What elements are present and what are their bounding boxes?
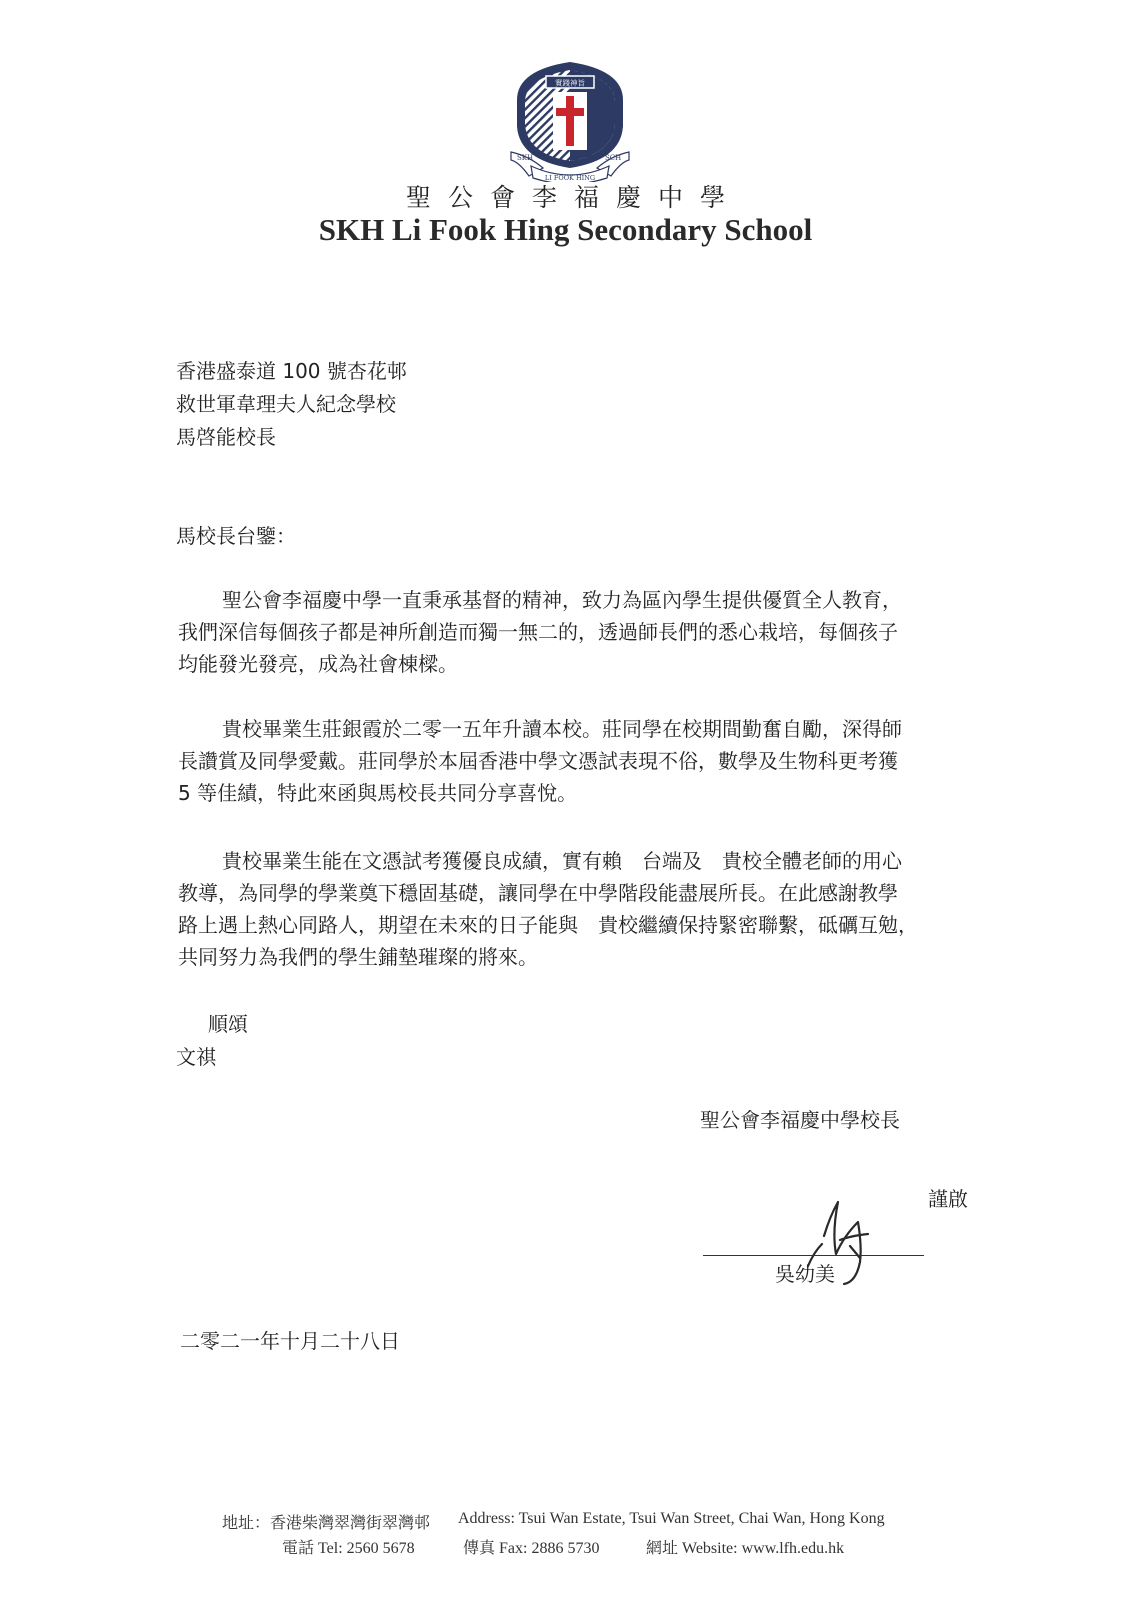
footer-fax: 傳真 Fax: 2886 5730	[463, 1540, 600, 1557]
paragraph-line: 貴校畢業生莊銀霞於二零一五年升讀本校。莊同學在校期間勤奮自勵，深得師	[222, 717, 902, 741]
crest-right-text: SCH	[605, 154, 622, 162]
paragraph-line: 5 等佳績，特此來函與馬校長共同分享喜悅。	[178, 781, 578, 805]
crest-motto: 實踐神旨	[555, 78, 585, 88]
paragraph-line: 貴校畢業生能在文憑試考獲優良成績，實有賴 台端及 貴校全體老師的用心	[222, 849, 902, 873]
salutation: 馬校長台鑒：	[176, 524, 296, 548]
paragraph-1	[178, 586, 978, 682]
signature-title: 聖公會李福慶中學校長	[700, 1108, 900, 1132]
recipient-address: 香港盛泰道 100 號杏花邨	[176, 359, 407, 383]
paragraph-line: 路上遇上熱心同路人，期望在未來的日子能與 貴校繼續保持緊密聯繫，砥礪互勉，	[178, 913, 918, 937]
closing-line-1: 順頌	[208, 1012, 248, 1036]
school-crest-logo	[509, 56, 631, 182]
closing-line-2: 文祺	[176, 1045, 216, 1069]
recipient-school: 救世軍韋理夫人紀念學校	[176, 392, 396, 416]
paragraph-2	[178, 715, 978, 811]
school-name-chinese: 聖公會李福慶中學	[405, 183, 742, 212]
recipient-person: 馬啓能校長	[176, 425, 276, 449]
school-name-english: SKH Li Fook Hing Secondary School	[318, 212, 813, 247]
signature-respect: 謹啟	[928, 1187, 968, 1211]
footer-website: 網址 Website: www.lfh.edu.hk	[646, 1540, 845, 1557]
footer-address-en: Address: Tsui Wan Estate, Tsui Wan Street, Chai Wan, Hong Kong	[458, 1510, 885, 1527]
paragraph-line: 我們深信每個孩子都是神所創造而獨一無二的，透過師長們的悉心栽培，每個孩子	[178, 620, 898, 644]
footer-tel: 電話 Tel: 2560 5678	[282, 1540, 415, 1557]
crest-left-text: SKH	[517, 154, 534, 162]
paragraph-3	[178, 847, 978, 975]
signature-line	[703, 1255, 924, 1256]
paragraph-line: 均能發光發亮，成為社會棟樑。	[178, 652, 458, 676]
paragraph-line: 長讚賞及同學愛戴。莊同學於本屆香港中學文憑試表現不俗，數學及生物科更考獲	[178, 749, 898, 773]
paragraph-line: 教導，為同學的學業奠下穩固基礎，讓同學在中學階段能盡展所長。在此感謝教學	[178, 881, 898, 905]
signatory-name: 吳幼美	[775, 1262, 835, 1286]
footer-address-zh: 地址：香港柴灣翠灣街翠灣邨	[222, 1515, 431, 1532]
crest-bottom-text: LI FOOK HING	[544, 174, 596, 182]
paragraph-line: 共同努力為我們的學生鋪墊璀璨的將來。	[178, 945, 538, 969]
letter-date: 二零二一年十月二十八日	[180, 1329, 400, 1353]
paragraph-line: 聖公會李福慶中學一直秉承基督的精神，致力為區內學生提供優質全人教育，	[222, 588, 902, 612]
